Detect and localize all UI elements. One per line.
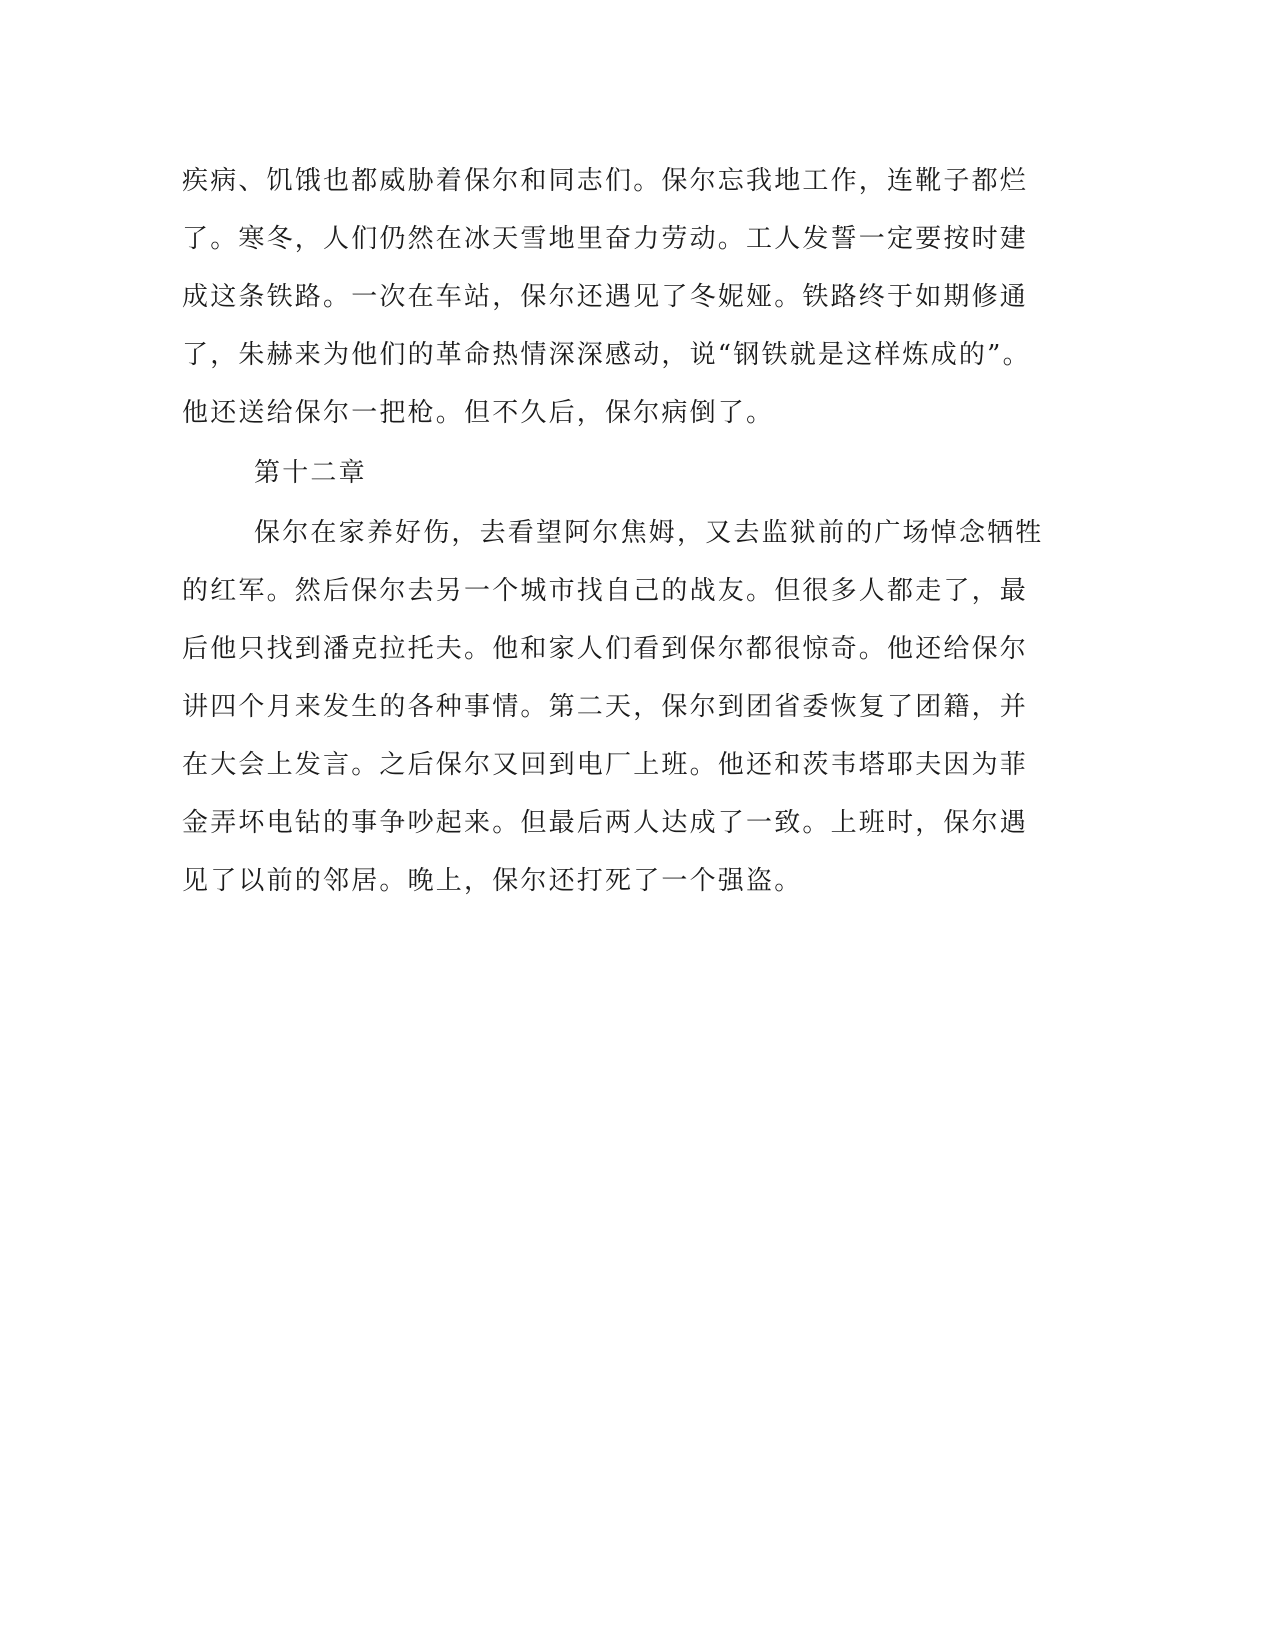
paragraph-2-line-3: 后他只找到潘克拉托夫。他和家人们看到保尔都很惊奇。他还给保尔 bbox=[182, 634, 1029, 664]
paragraph-2-line-1: 保尔在家养好伤，去看望阿尔焦姆，又去监狱前的广场悼念牺牲 bbox=[254, 518, 1044, 548]
paragraph-1-line-1: 疾病、饥饿也都威胁着保尔和同志们。保尔忘我地工作，连靴子都烂 bbox=[182, 166, 1029, 196]
paragraph-1-line-2: 了。寒冬，人们仍然在冰天雪地里奋力劳动。工人发誓一定要按时建 bbox=[182, 224, 1029, 254]
paragraph-2-line-6: 金弄坏电钻的事争吵起来。但最后两人达成了一致。上班时，保尔遇 bbox=[182, 808, 1029, 838]
paragraph-1-line-4: 了，朱赫来为他们的革命热情深深感动，说“钢铁就是这样炼成的”。 bbox=[182, 340, 1031, 370]
paragraph-1-line-5: 他还送给保尔一把枪。但不久后，保尔病倒了。 bbox=[182, 398, 775, 428]
chapter-heading: 第十二章 bbox=[254, 458, 367, 488]
paragraph-2-line-4: 讲四个月来发生的各种事情。第二天，保尔到团省委恢复了团籍，并 bbox=[182, 692, 1029, 722]
paragraph-2-line-2: 的红军。然后保尔去另一个城市找自己的战友。但很多人都走了，最 bbox=[182, 576, 1029, 606]
paragraph-1-line-3: 成这条铁路。一次在车站，保尔还遇见了冬妮娅。铁路终于如期修通 bbox=[182, 282, 1029, 312]
paragraph-2-line-5: 在大会上发言。之后保尔又回到电厂上班。他还和茨韦塔耶夫因为菲 bbox=[182, 750, 1029, 780]
paragraph-2-line-7: 见了以前的邻居。晚上，保尔还打死了一个强盗。 bbox=[182, 866, 803, 896]
